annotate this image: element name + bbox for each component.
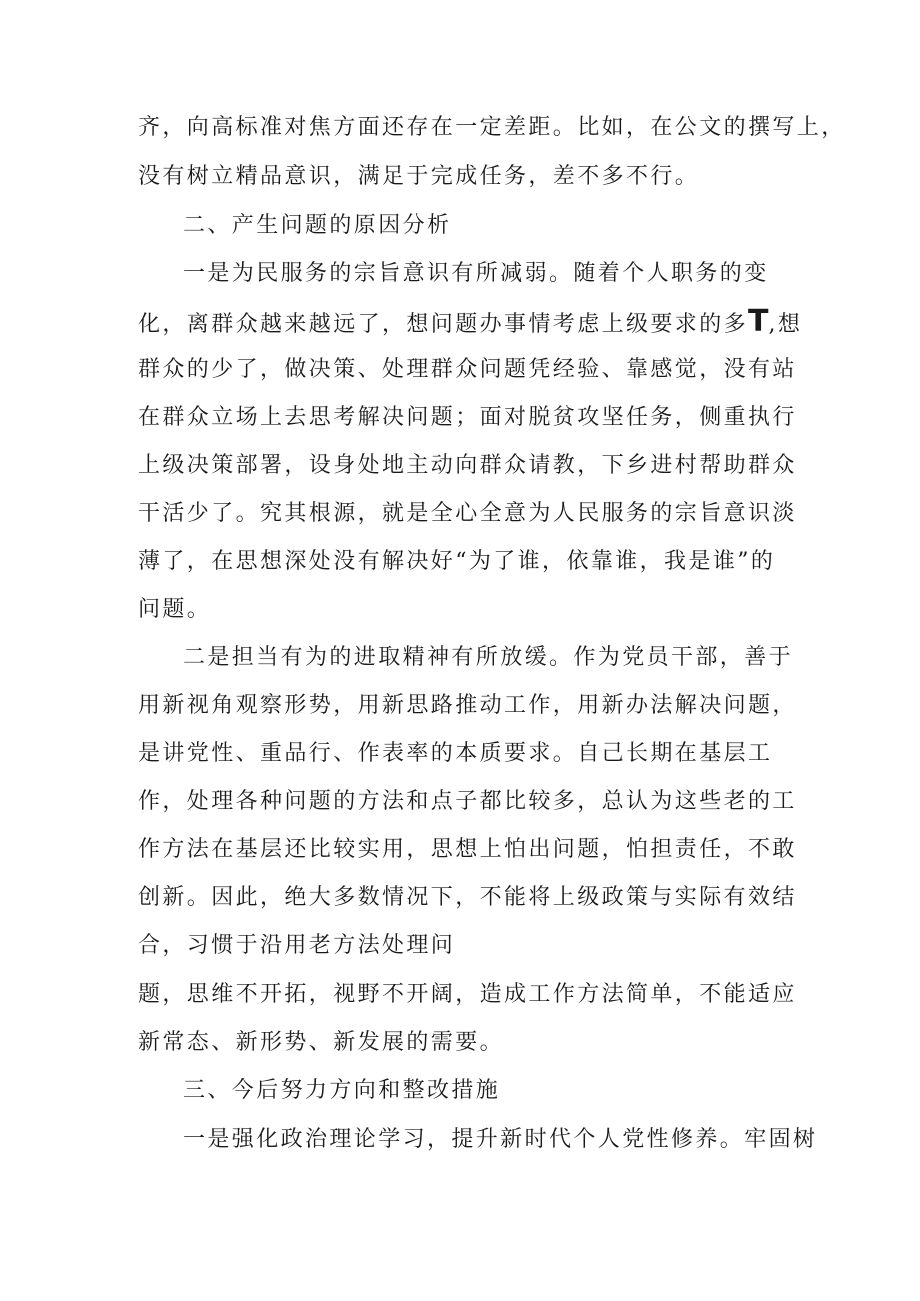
text-line: 问题。 bbox=[138, 597, 212, 622]
text-line: 作方法在基层还比较实用，思想上怕出问题，怕担责任，不敢 bbox=[138, 837, 797, 862]
text-line: 新常态、新形势、新发展的需要。 bbox=[138, 1030, 505, 1055]
text-line: 是讲党性、重品行、作表率的本质要求。自己长期在基层工 bbox=[138, 741, 773, 766]
text-line: 齐，向高标准对焦方面还存在一定差距。比如，在公文的撰写上， bbox=[138, 115, 846, 140]
text-line: 薄了，在思想深处没有解决好“为了谁，依靠谁，我是谁”的 bbox=[138, 549, 776, 574]
text-line: 干活少了。究其根源，就是全心全意为人民服务的宗旨意识淡 bbox=[138, 501, 797, 526]
text-line: 上级决策部署，设身处地主动向群众请教，下乡进村帮助群众 bbox=[138, 453, 797, 478]
text-line: 作，处理各种问题的方法和点子都比较多，总认为这些老的工 bbox=[138, 789, 797, 814]
text-line: 群众的少了，做决策、处理群众问题凭经验、靠感觉，没有站 bbox=[138, 357, 797, 382]
stray-glyph: T bbox=[748, 304, 769, 339]
text-line: 合，习惯于沿用老方法处理问 bbox=[138, 933, 456, 958]
section-heading: 三、今后努力方向和整改措施 bbox=[183, 1078, 501, 1103]
text-line-with-glyph bbox=[138, 304, 803, 340]
text-line: 用新视角观察形势，用新思路推动工作，用新办法解决问题， bbox=[138, 693, 797, 718]
paragraph-start: 一是为民服务的宗旨意识有所减弱。随着个人职务的变 bbox=[183, 261, 769, 286]
text-line: 没有树立精品意识，满足于完成任务，差不多不行。 bbox=[138, 164, 700, 189]
paragraph-start: 二是担当有为的进取精神有所放缓。作为党员干部，善于 bbox=[183, 645, 794, 670]
text-line: 在群众立场上去思考解决问题；面对脱贫攻坚任务，侧重执行 bbox=[138, 405, 797, 430]
text-line-segment: ,想 bbox=[768, 312, 803, 337]
paragraph-start: 一是强化政治理论学习，提升新时代个人党性修养。牢固树 bbox=[183, 1127, 818, 1152]
text-line: 创新。因此，绝大多数情况下，不能将上级政策与实际有效结 bbox=[138, 885, 797, 910]
text-line: 题，思维不开拓，视野不开阔，造成工作方法简单，不能适应 bbox=[138, 982, 797, 1007]
section-heading: 二、产生问题的原因分析 bbox=[183, 213, 452, 238]
text-line-segment: 化，离群众越来越远了，想问题办事情考虑上级要求的多 bbox=[138, 312, 749, 337]
